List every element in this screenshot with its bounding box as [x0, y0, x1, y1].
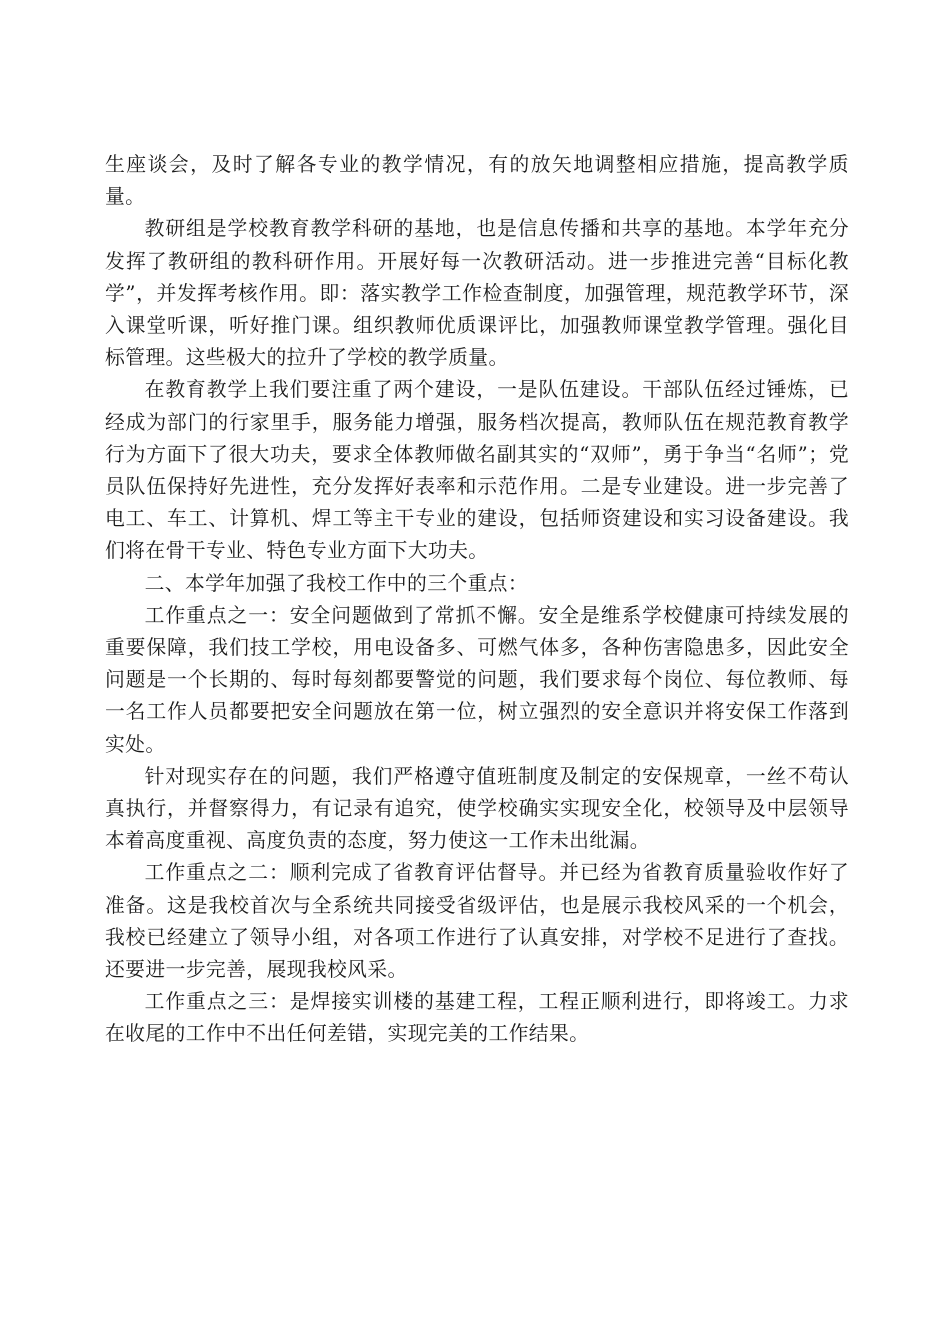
paragraph-teaching-research: 教研组是学校教育教学科研的基地，也是信息传播和共享的基地。本学年充分发挥了教研组的教科研作用。开展好每一次教研活动。进一步推进完善“目标化教学”，并发挥考核作用。即：落实教学工作检查制度，加强管理，规范教学环节，深入课堂听课，听好推门课。组织教师优质课评比，加强教师课堂教学管理。强化目标管理。这些极大的拉升了学校的教学质量。 — [105, 217, 849, 370]
paragraph-priority-two-evaluation: 工作重点之二：顺利完成了省教育评估督导。并已经为省教育质量验收作好了准备。这是我校首次与全系统共同接受省级评估，也是展示我校风采的一个机会，我校已经建立了领导小组，对各项工作进行了认真安排，对学校不足进行了查找。还要进一步完善，展现我校风采。 — [105, 861, 849, 982]
paragraph-continuation: 生座谈会，及时了解各专业的教学情况，有的放矢地调整相应措施，提高教学质量。 — [105, 153, 849, 209]
paragraph-priority-three-construction: 工作重点之三：是焊接实训楼的基建工程，工程正顺利进行，即将竣工。力求在收尾的工作中不出任何差错，实现完美的工作结果。 — [105, 990, 849, 1046]
section-heading-three-priorities: 二、本学年加强了我校工作中的三个重点： — [144, 571, 529, 595]
paragraph-priority-one-safety: 工作重点之一：安全问题做到了常抓不懈。安全是维系学校健康可持续发展的重要保障，我们技工学校，用电设备多、可燃气体多，各种伤害隐患多，因此安全问题是一个长期的、每时每刻都要警觉的问题，我们要求每个岗位、每位教师、每一名工作人员都要把安全问题放在第一位，树立强烈的安全意识并将安保工作落到实处。 — [105, 603, 849, 756]
paragraph-two-constructions: 在教育教学上我们要注重了两个建设，一是队伍建设。干部队伍经过锤炼，已经成为部门的行家里手，服务能力增强，服务档次提高，教师队伍在规范教育教学行为方面下了很大功夫，要求全体教师做名副其实的“双师”，勇于争当“名师”；党员队伍保持好先进性，充分发挥好表率和示范作用。二是专业建设。进一步完善了电工、车工、计算机、焊工等主干专业的建设，包括师资建设和实习设备建设。我们将在骨干专业、特色专业方面下大功夫。 — [105, 378, 849, 563]
paragraph-safety-measures: 针对现实存在的问题，我们严格遵守值班制度及制定的安保规章，一丝不苟认真执行，并督察得力，有记录有追究，使学校确实实现安全化，校领导及中层领导本着高度重视、高度负责的态度，努力使这一工作未出纰漏。 — [105, 764, 849, 853]
document-body — [105, 149, 849, 1051]
